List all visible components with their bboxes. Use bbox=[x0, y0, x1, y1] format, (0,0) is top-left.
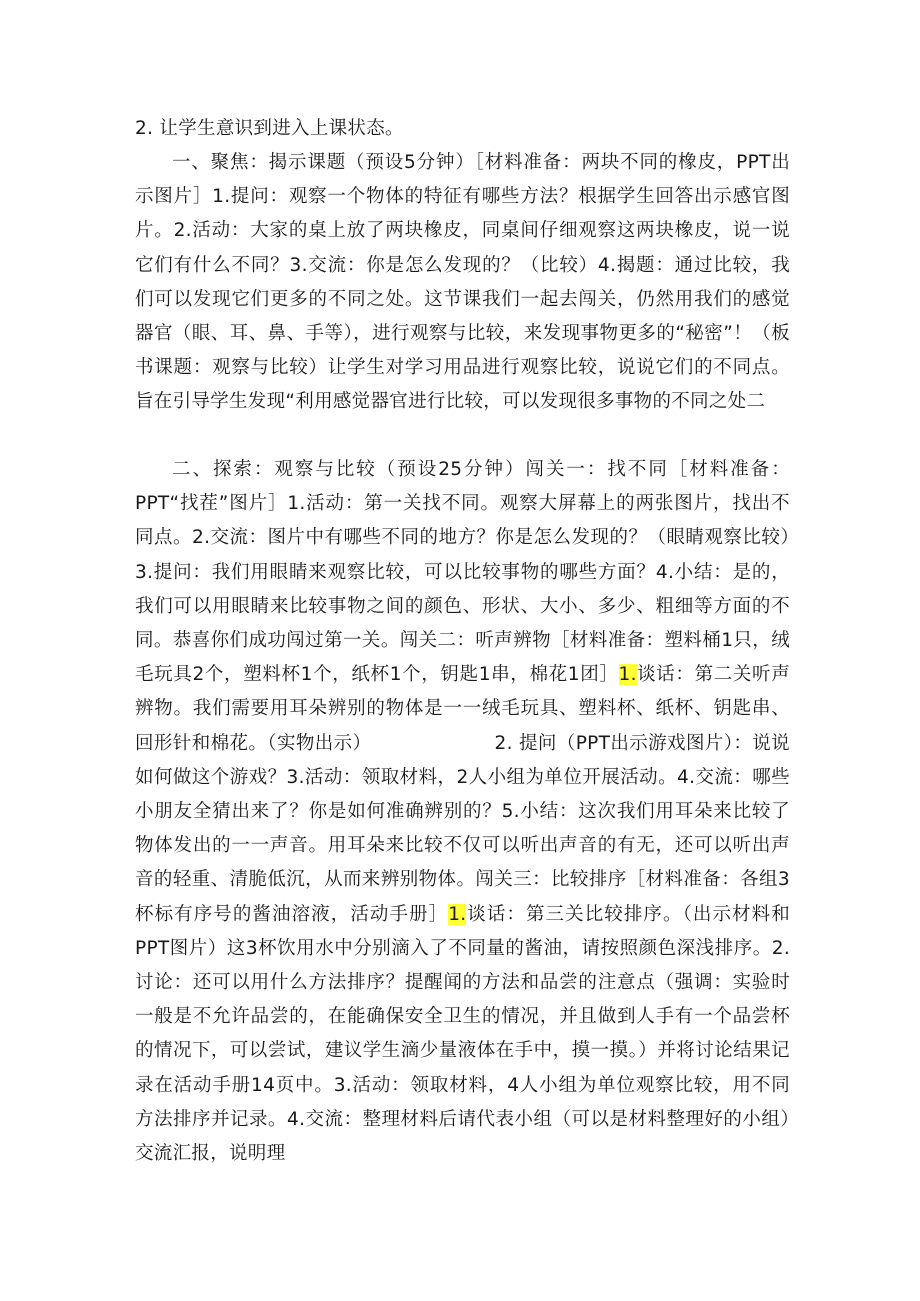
text-segment: 二、探索：观察与比较（预设25分钟）闯关一：找不同［材料准备：PPT“找茬”图片］1.活动：第一关找不同。观察大屏幕上的两张图片，找出不同点。2.交流：图片中有哪些不同的地方？你是怎么发现的？（眼睛观察比较）3.提问：我们用眼睛来观察比较，可以比较事物的哪些方面？4.小结：是的，我们可以用眼睛来比较事物之间的颜色、形状、大小、多少、粗细等方面的不同。恭喜你们成功闯过第一关。闯关二：听声辨物［材料准备：塑料桶1只，绒毛玩具2个，塑料杯1个，纸杯1个，钥匙1串，棉花1团］ bbox=[135, 459, 790, 686]
highlight-mark: 1. bbox=[448, 903, 467, 925]
paragraph-explore-section bbox=[135, 453, 790, 1171]
text-segment: 谈话：第二关听声辨物。我们需要用耳朵辨别的物体是一一绒毛玩具、塑料杯、纸杯、钥匙串、回形针和棉花。（实物出示） 2. 提问（PPT出示游戏图片）：说说如何做这个游戏？3.活动：领取材料，2人小组为单位开展活动。4.交流：哪些小朋友全猜出来了？你是如何准确辨别的？5.小结：这次我们用耳朵来比较了物体发出的一一声音。用耳朵来比较不仅可以听出声音的有无，还可以听出声音的轻重、清脆低沉，从而来辨别物体。闯关三：比较排序［材料准备：各组3杯标有序号的酱油溶液，活动手册］ bbox=[135, 664, 790, 925]
highlight-mark: 1. bbox=[618, 664, 637, 686]
paragraph-focus-section: 一、聚焦：揭示课题（预设5分钟）［材料准备：两块不同的橡皮，PPT出示图片］1.提问：观察一个物体的特征有哪些方法？根据学生回答出示感官图片。2.活动：大家的桌上放了两块橡皮，同桌间仔细观察这两块橡皮，说一说它们有什么不同？3.交流：你是怎么发现的？（比较）4.揭题：通过比较，我们可以发现它们更多的不同之处。这节课我们一起去闯关，仍然用我们的感觉器官（眼、耳、鼻、手等），进行观察与比较，来发现事物更多的“秘密”！（板书课题：观察与比较）让学生对学习用品进行观察比较，说说它们的不同点。旨在引导学生发现“利用感觉器官进行比较，可以发现很多事物的不同之处二 bbox=[135, 152, 790, 413]
text-segment: 谈话：第三关比较排序。（出示材料和PPT图片）这3杯饮用水中分别滴入了不同量的酱油，请按照颜色深浅排序。2.讨论：还可以用什么方法排序？提醒闻的方法和品尝的注意点（强调：实验时一般是不允许品尝的，在能确保安全卫生的情况，并且做到人手有一个品尝杯的情况下，可以尝试，建议学生滴少量液体在手中，摸一摸。）并将讨论结果记录在活动手册14页中。3.活动：领取材料，4人小组为单位观察比较，用不同方法排序并记录。4.交流：整理材料后请代表小组（可以是材料整理好的小组）交流汇报，说明理 bbox=[135, 903, 790, 1165]
paragraph-intro: 2. 让学生意识到进入上课状态。 bbox=[135, 118, 404, 139]
